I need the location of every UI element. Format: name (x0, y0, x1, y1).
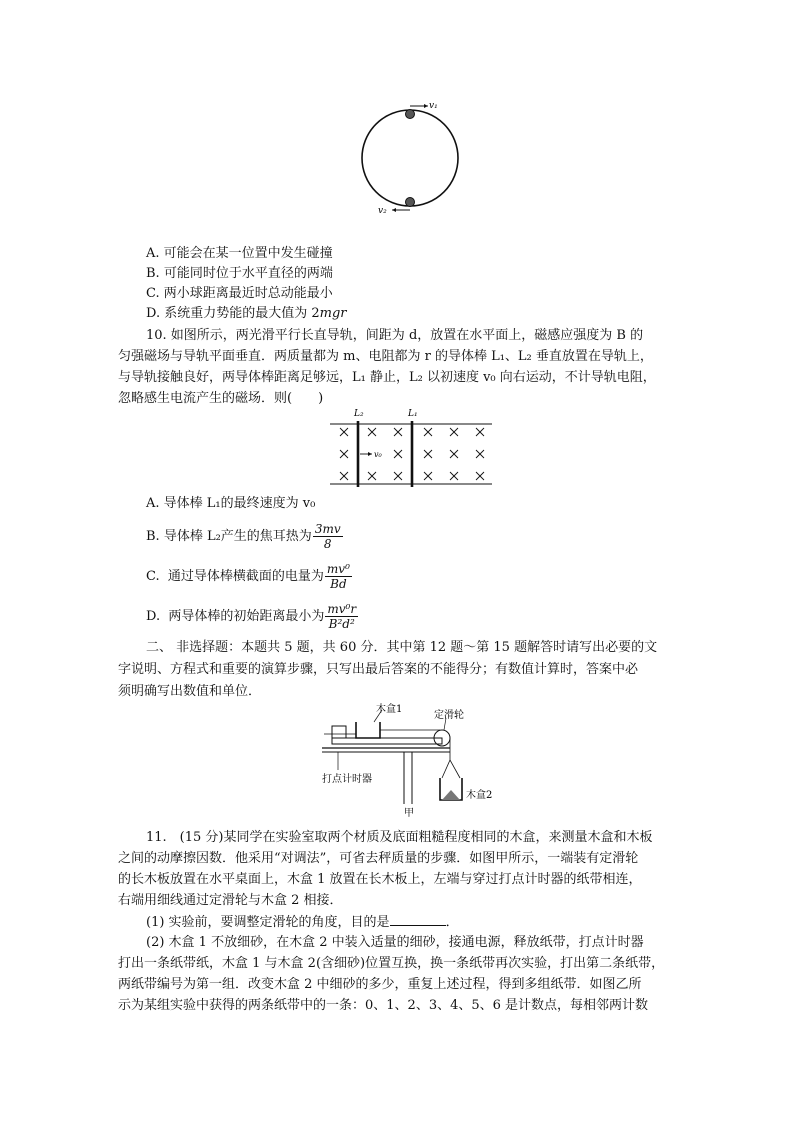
hanger-left (442, 760, 450, 778)
q11-sub1: (1) 实验前，要调整定滑轮的角度，目的是 ． (146, 912, 459, 933)
fraction-c: $\frac{\text{mv⁰}}{Bd}$ (326, 562, 350, 591)
section2-line-3: 须明确写出数值和单位． (118, 684, 262, 699)
q10-option-c: C. 通过导体棒横截面的电量为 $\frac{\text{mv⁰}}{Bd}$ (146, 562, 350, 591)
q9-option-c: C. 两小球距离最近时总动能最小 (146, 286, 333, 301)
q11-sub2-line-4: 示为某组实验中获得的两条纸带中的一条：0、1、2、3、4、5、6 是计数点，每相邻两计数 (118, 998, 649, 1013)
v1-arrowhead (424, 104, 428, 108)
long-board (332, 738, 442, 744)
circular-track (362, 110, 458, 206)
hanger-right (450, 760, 460, 778)
timer-device (332, 726, 346, 738)
q10-line-3: 与导轨接触良好，两导体棒距离足够远，L₁ 静止，L₂ 以初速度 v₀ 向右运动，不计导轨电阻， (118, 370, 656, 385)
q11-line-4: 右端用细线通过定滑轮与木盒 2 相接． (118, 893, 343, 908)
q10-line-2: 匀强磁场与导轨平面垂直．两质量都为 m、电阻都为 r 的导体棒 L₁、L₂ 垂直放置在导轨上， (118, 349, 653, 364)
label-pulley: 定滑轮 (434, 710, 464, 721)
q11-line-3: 的长木板放置在水平桌面上，木盒 1 放置在长木板上，左端与穿过打点计时器的纸带相连， (118, 872, 642, 887)
fraction-d: $\frac{\text{mv⁰r}}{\text{B²d²}}$ (327, 602, 357, 631)
apparatus-figure (320, 700, 520, 822)
label-l1: L₁ (408, 409, 418, 419)
v2-arrowhead (392, 208, 396, 212)
answer-blank[interactable] (390, 912, 446, 926)
q11-line-1: 11. (15 分)某同学在实验室取两个材质及底面粗糙程度相同的木盒，来测量木盒和木板 (146, 830, 653, 845)
wood-box-1 (356, 722, 380, 738)
q10-line-4: 忽略感生电流产生的磁场．则( ) (118, 391, 324, 406)
q9-option-a: A. 可能会在某一位置中发生碰撞 (146, 246, 333, 261)
q11-sub2-line-3: 两纸带编号为第一组．改变木盒 2 中细砂的多少，重复上述过程，得到多组纸带．如图乙所 (118, 977, 642, 992)
section2-line-2: 字说明、方程式和重要的演算步骤，只写出最后答案的不能得分；有数值计算时，答案中必 (118, 662, 639, 677)
ball-top (406, 110, 415, 119)
section2-line-1: 二、 非选择题：本题共 5 题，共 60 分．其中第 12 题～第 15 题解答时请写出必要的文 (146, 640, 658, 655)
rail-figure (328, 404, 496, 488)
q10-line-1: 10. 如图所示，两光滑平行长直导轨，间距为 d，放置在水平面上，磁感应强度为 B 的 (146, 328, 644, 343)
q9-option-b: B. 可能同时位于水平直径的两端 (146, 266, 333, 281)
q11-line-2: 之间的动摩擦因数．他采用“对调法”，可省去秤质量的步骤．如图甲所示，一端装有定滑轮 (118, 851, 639, 866)
label-box2: 木盒2 (466, 790, 493, 801)
q11-sub2-line-1: (2) 木盒 1 不放细砂，在木盒 2 中装入适量的细砂，接通电源，释放纸带，打点计时器 (146, 935, 644, 950)
q11-sub2-line-2: 打出一条纸带纸，木盒 1 与木盒 2(含细砂)位置互换，换一条纸带再次实验，打出第二条纸带， (118, 956, 665, 971)
q10-option-a: A. 导体棒 L₁的最终速度为 v₀ (146, 496, 316, 511)
v2-label: v₂ (378, 206, 387, 216)
ball-bottom (406, 198, 415, 207)
v1-label: v₁ (429, 101, 438, 111)
label-v0: v₀ (374, 450, 382, 459)
v0-arrowhead (368, 452, 372, 456)
q9-option-d: D. 系统重力势能的最大值为 2mgr (146, 306, 347, 321)
q10-option-d: D. 两导体棒的初始距离最小为 $\frac{\text{mv⁰r}}{\text{B²d²}}$ (146, 602, 357, 631)
fraction-b: $\frac{3mv}{8}$ (314, 522, 341, 551)
sand-pile (442, 790, 460, 800)
circle-figure (350, 98, 470, 220)
figure-caption-jia: 甲 (404, 808, 414, 819)
label-box1: 木盒1 (376, 704, 403, 715)
label-l2: L₂ (354, 409, 364, 419)
q10-option-b: B. 导体棒 L₂产生的焦耳热为 $\frac{3mv}{8}$ (146, 522, 341, 551)
label-timer: 打点计时器 (322, 774, 372, 785)
